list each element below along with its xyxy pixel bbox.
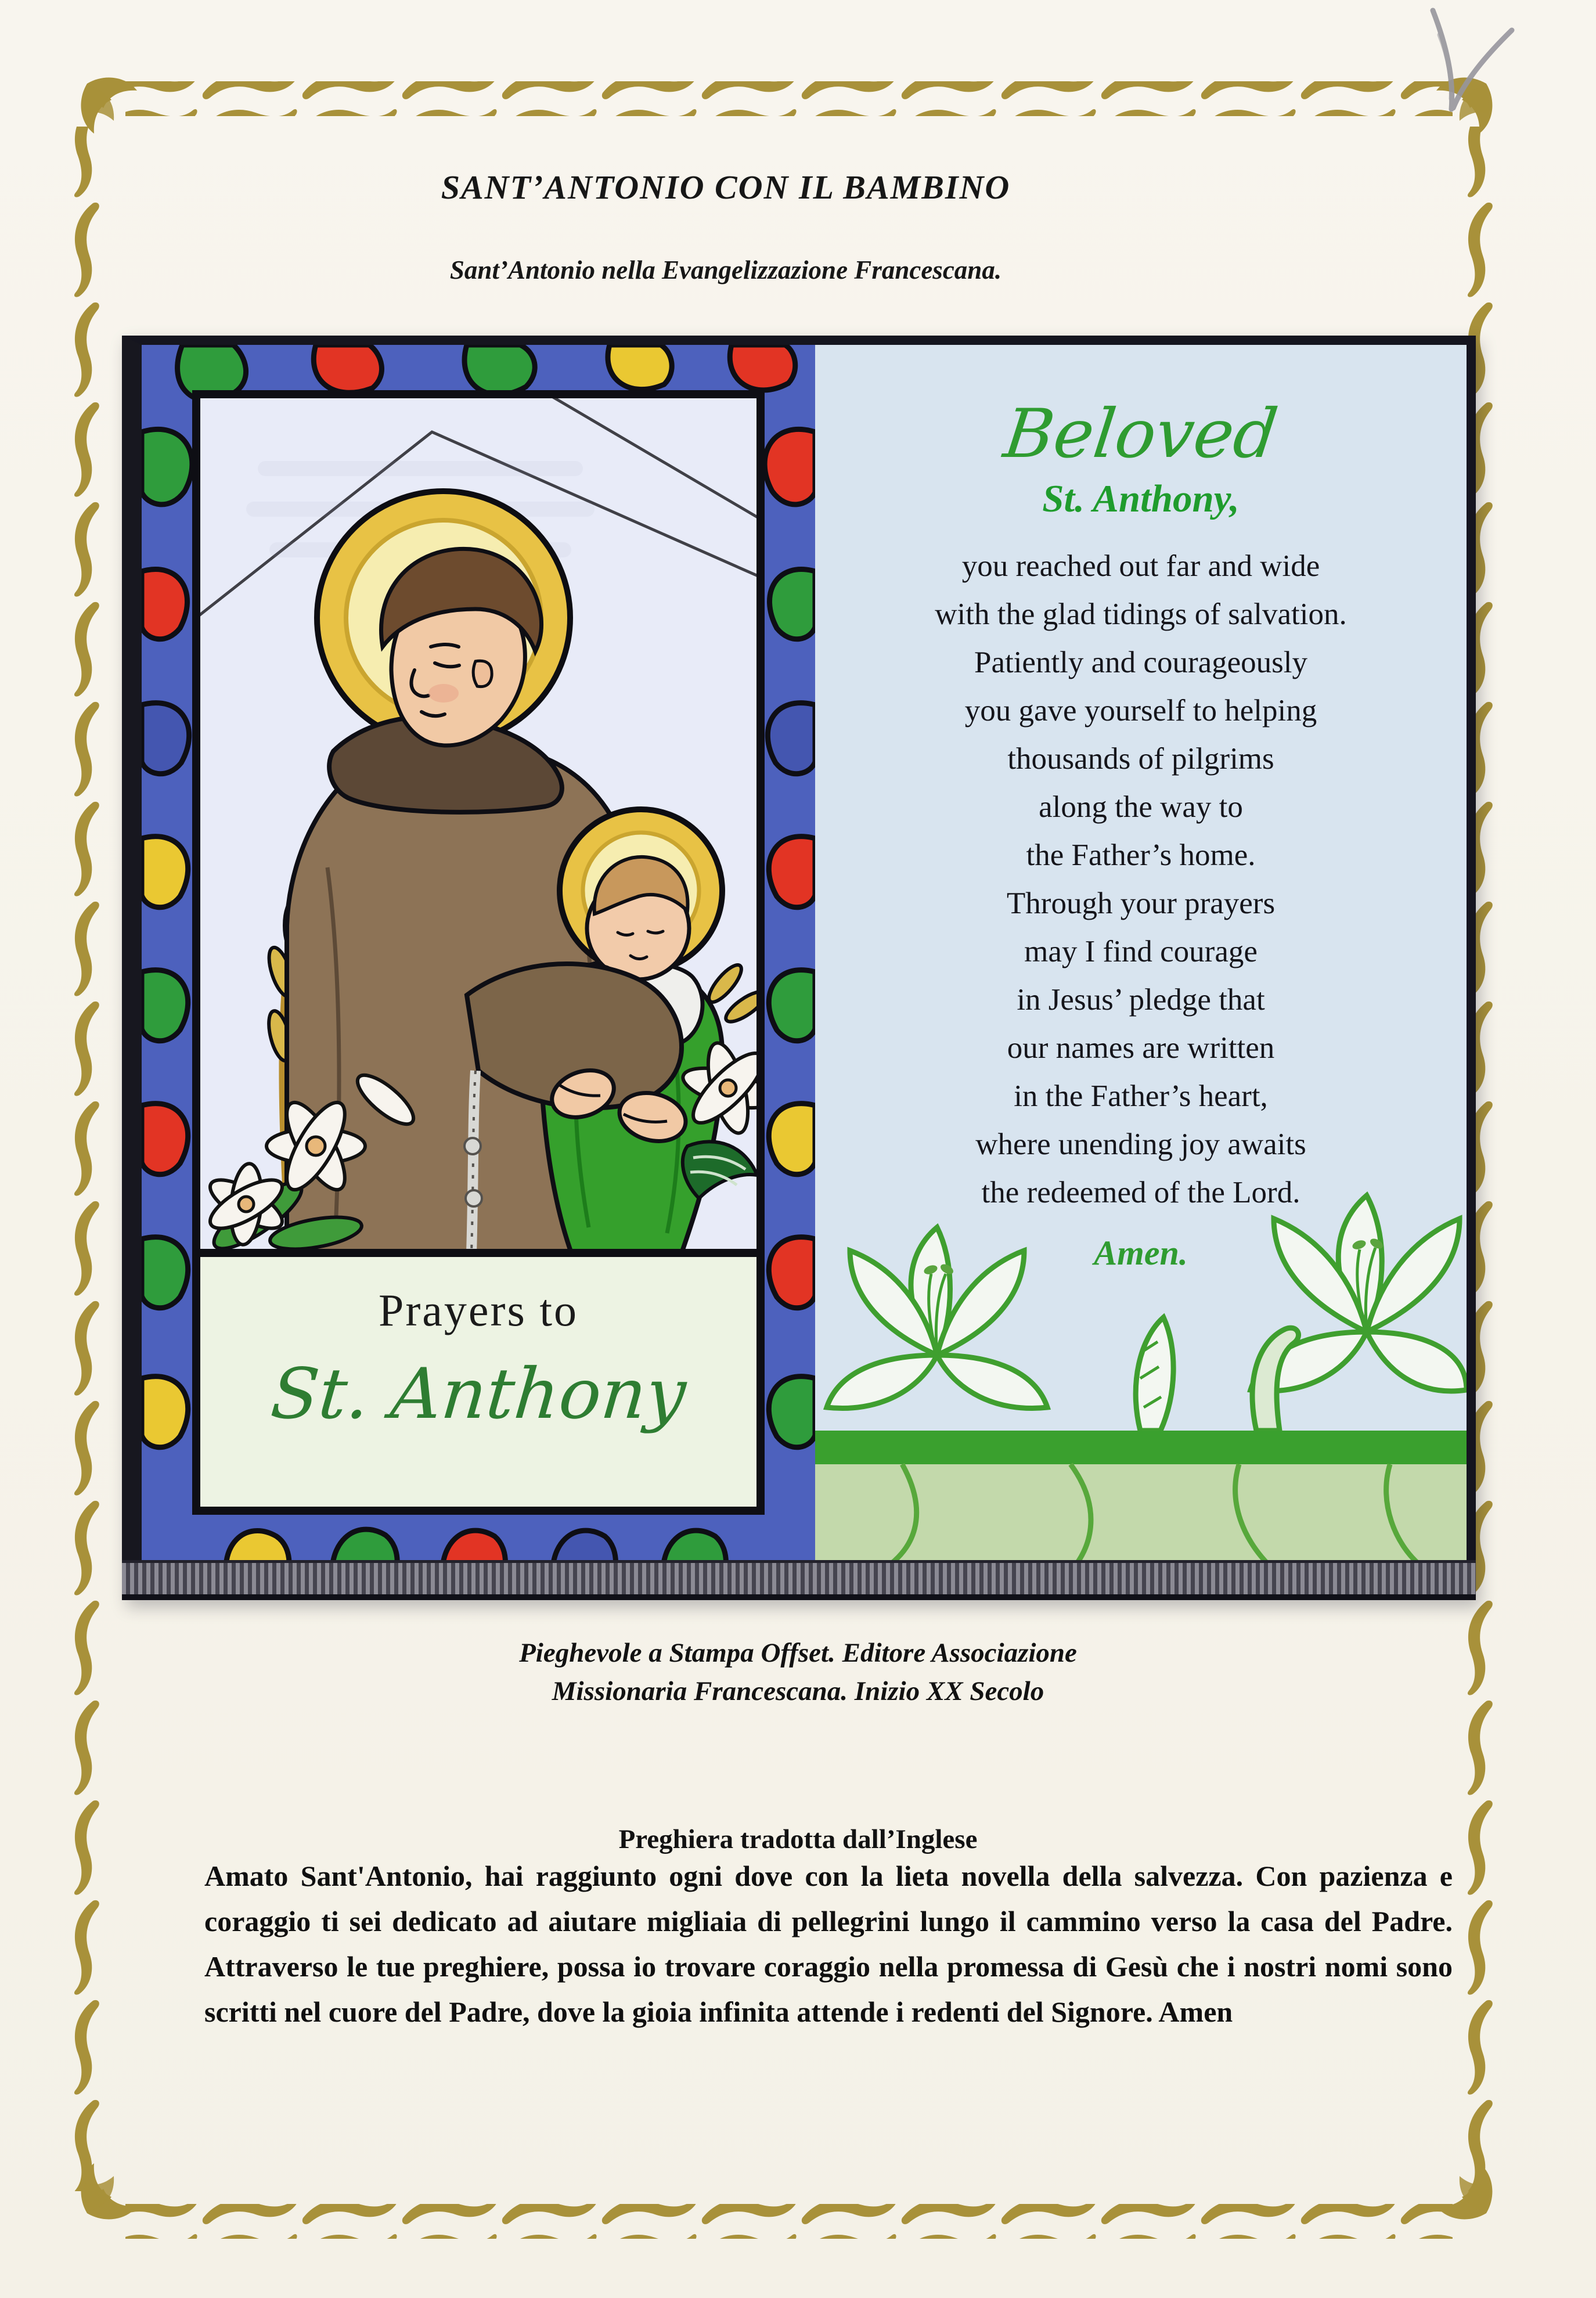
- gold-border-top: [125, 81, 1453, 116]
- corner-flourish-icon: [1436, 2163, 1492, 2219]
- prayer-line: the redeemed of the Lord.: [981, 1176, 1300, 1209]
- prayer-line: the Father’s home.: [1026, 838, 1256, 872]
- caption-line-2: Missionaria Francescana. Inizio XX Secolo: [552, 1676, 1044, 1706]
- prayer-line: our names are written: [1007, 1031, 1275, 1065]
- prayer-line: you gave yourself to helping: [964, 694, 1317, 727]
- page-title: SANT’ANTONIO CON IL BAMBINO: [441, 168, 1011, 206]
- gold-border-left: [73, 127, 108, 2191]
- prayer-card: [122, 336, 1476, 1600]
- gold-border-bottom: [125, 2204, 1453, 2239]
- corner-flourish-icon: [81, 2163, 137, 2219]
- prayer-line: may I find courage: [1024, 935, 1258, 968]
- plastic-sleeve-edge: [122, 1560, 1476, 1600]
- card-title-line2: St. Anthony: [268, 1354, 689, 1435]
- page-subtitle: Sant’Antonio nella Evangelizzazione Francescana.: [449, 255, 1002, 285]
- prayer-line: where unending joy awaits: [975, 1128, 1306, 1161]
- caption-line-1: Pieghevole a Stampa Offset. Editore Associazione: [519, 1638, 1077, 1668]
- prayer-line: in Jesus’ pledge that: [1017, 983, 1265, 1017]
- prayer-line: thousands of pilgrims: [1007, 742, 1274, 776]
- card-title-line1: Prayers to: [378, 1285, 579, 1335]
- card-prayer-panel: [815, 345, 1467, 1591]
- caption: [0, 1634, 1596, 1710]
- prayer-line: you reached out far and wide: [961, 549, 1320, 583]
- prayer-line: in the Father’s heart,: [1014, 1079, 1268, 1113]
- prayer-line: Patiently and courageously: [974, 646, 1308, 679]
- prayer-line: Through your prayers: [1006, 887, 1276, 920]
- prayer-text: [815, 542, 1467, 1217]
- prayer-line: with the glad tidings of salvation.: [935, 597, 1347, 631]
- saint-name-heading: St. Anthony,: [1042, 477, 1240, 520]
- italian-prayer-paragraph: Amato Sant'Antonio, hai raggiunto ogni dove con la lieta novella della salvezza. Con pazienza e coraggio ti sei dedicato ad aiutare migliaia di pellegrini lungo il cammino verso la casa del Padre. Attraverso le tue preghiere, possa io trovare coraggio nella promessa di Gesù che i nostri nomi sono scritti nel cuore del Padre, dove la gioia infinita attende i redenti del Signore. Amen: [204, 1860, 1453, 2028]
- prayer-line: along the way to: [1039, 790, 1243, 824]
- amen-text: Amen.: [1094, 1234, 1188, 1272]
- translated-prayer-heading: Preghiera tradotta dall’Inglese: [618, 1824, 978, 1854]
- card-front-panel: [142, 345, 815, 1591]
- beloved-script-heading: Beloved: [1000, 395, 1282, 473]
- lily-decoration: [815, 1181, 1467, 1564]
